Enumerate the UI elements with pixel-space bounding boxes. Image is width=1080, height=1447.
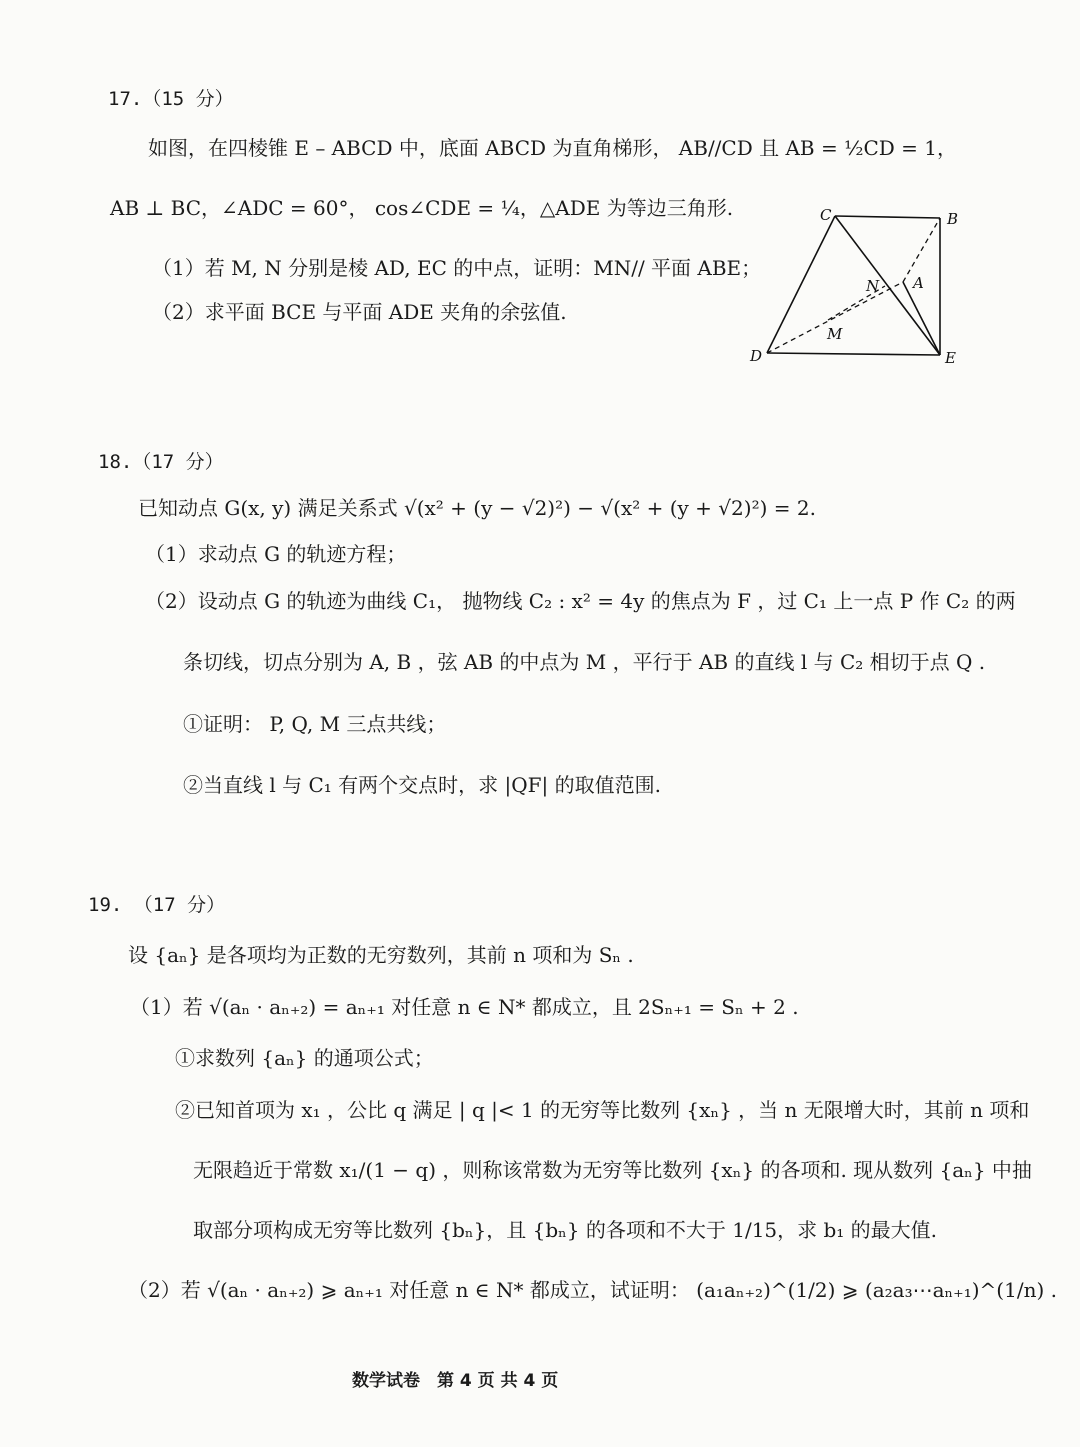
q17-header: 17.（15 分）	[108, 88, 234, 110]
q17-stem-line1: 如图，在四棱锥 E – ABCD 中，底面 ABCD 为直角梯形， AB//CD 且 AB = ½CD = 1，	[148, 136, 958, 160]
label-d: D	[750, 347, 763, 365]
q18-header: 18.（17 分）	[98, 451, 224, 473]
q17-stem-line2: AB ⊥ BC，∠ADC = 60°， cos∠CDE = ¼，△ADE 为等边三角形.	[110, 196, 734, 220]
edge-de	[767, 353, 940, 355]
edge-cb	[835, 216, 940, 218]
q19-sub2-line3: 取部分项构成无穷等比数列 {bₙ}，且 {bₙ} 的各项和不大于 1/15，求 b₁ 的最大值.	[193, 1218, 938, 1242]
q17-part1: （1）若 M, N 分别是棱 AD, EC 的中点，证明：MN// 平面 ABE；	[152, 256, 762, 280]
label-b: B	[947, 210, 959, 228]
page-footer: 数学试卷 第 4 页 共 4 页	[352, 1371, 559, 1391]
q17-part2: （2）求平面 BCE 与平面 ADE 夹角的余弦值.	[152, 300, 567, 324]
edge-cd	[767, 216, 835, 353]
q19-part2: （2）若 √(aₙ · aₙ₊₂) ⩾ aₙ₊₁ 对任意 n ∈ N* 都成立，试证明： (a₁aₙ₊₂)^(1/2) ⩾ (a₂a₃⋯aₙ₊₁)^(1/n) .	[128, 1278, 1057, 1302]
q19-sub2-line2: 无限趋近于常数 x₁/(1 − q) ，则称该常数为无穷等比数列 {xₙ} 的各项和. 现从数列 {aₙ} 中抽	[193, 1158, 1032, 1182]
q19-sub1: ①求数列 {aₙ} 的通项公式；	[175, 1046, 434, 1070]
label-n: N	[866, 277, 880, 295]
q19-stem: 设 {aₙ} 是各项均为正数的无穷数列，其前 n 项和为 Sₙ .	[128, 943, 634, 967]
q19-sub2-line1: ②已知首项为 x₁ ，公比 q 满足 | q |< 1 的无穷等比数列 {xₙ} ，当 n 无限增大时，其前 n 项和	[175, 1098, 1030, 1122]
q18-sub2: ②当直线 l 与 C₁ 有两个交点时，求 |QF| 的取值范围.	[183, 773, 661, 797]
label-c: C	[820, 206, 832, 224]
q18-sub1: ①证明： P, Q, M 三点共线；	[183, 712, 447, 736]
pyramid-figure	[740, 200, 970, 375]
q19-part1: （1）若 √(aₙ · aₙ₊₂) = aₙ₊₁ 对任意 n ∈ N* 都成立，且 2Sₙ₊₁ = Sₙ + 2 .	[130, 995, 799, 1019]
label-e: E	[945, 349, 956, 367]
edge-ab	[903, 218, 940, 282]
edge-ae	[903, 282, 940, 355]
label-a: A	[913, 274, 924, 292]
q19-header: 19. （17 分）	[88, 894, 226, 916]
q18-part2-line1: （2）设动点 G 的轨迹为曲线 C₁， 抛物线 C₂ : x² = 4y 的焦点为 F ，过 C₁ 上一点 P 作 C₂ 的两	[145, 589, 1016, 613]
label-m: M	[827, 325, 843, 343]
q18-stem: 已知动点 G(x, y) 满足关系式 √(x² + (y − √2)²) − √(x² + (y + √2)²) = 2.	[138, 496, 816, 520]
q18-part2-line2: 条切线，切点分别为 A, B ，弦 AB 的中点为 M ，平行于 AB 的直线 l 与 C₂ 相切于点 Q .	[183, 650, 986, 674]
edge-ce	[835, 216, 940, 355]
q18-part1: （1）求动点 G 的轨迹方程；	[145, 542, 407, 566]
